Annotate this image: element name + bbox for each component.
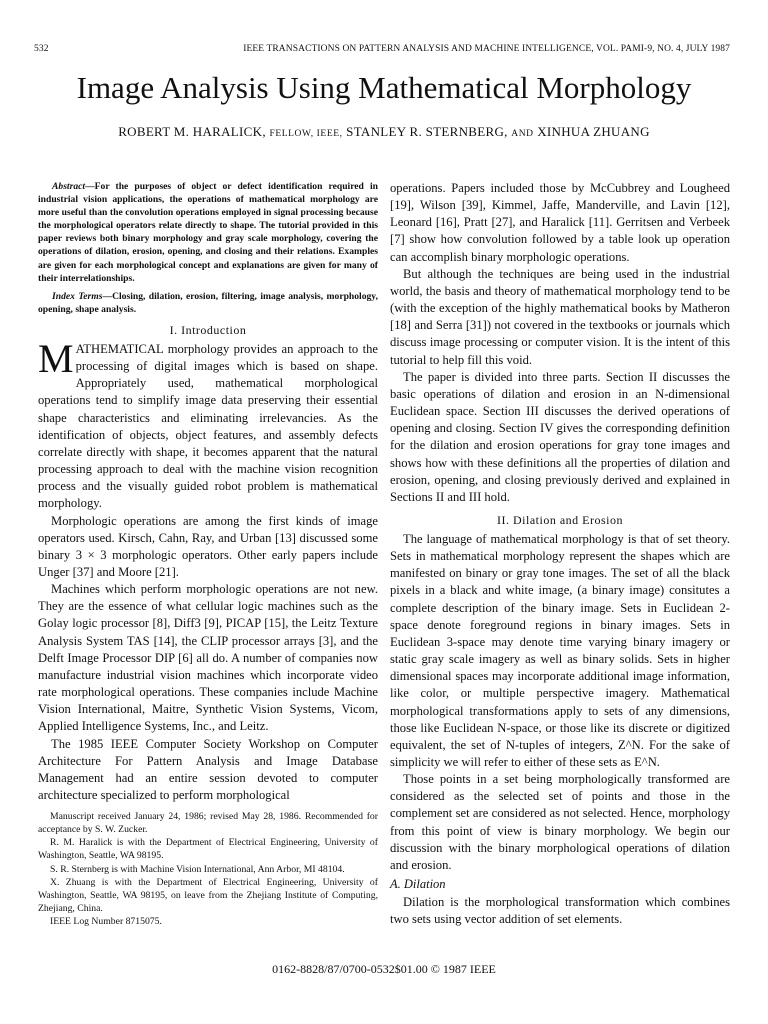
paper-title: Image Analysis Using Mathematical Morphology bbox=[76, 70, 692, 105]
section-heading: II. Dilation and Erosion bbox=[497, 512, 623, 527]
body-paragraph: Machines which perform morphologic operations are not new. They are the essence of what cellular logic machines such as the Golay logic processor [8], Diff3 [9], PICAP [15], the Leitz Texture Analysis System TAS [14], the CLIP processor arrays [3], and the Delft Image Processor DIP [6] all do. A number of companies now manufacture industrial vision machines which incorporate video rate morphological operations. These companies include Machine Vision International, Maitre, Synthetic Vision Systems, Vicom, Applied Intelligence Systems, Inc., and Leitz. bbox=[38, 582, 378, 734]
footnote: R. M. Haralick is with the Department of Electrical Engineering, University of Washington, Seattle, WA 98195. bbox=[38, 837, 378, 862]
abstract-label: Abstract bbox=[52, 181, 86, 192]
right-column bbox=[390, 180, 730, 928]
journal-header: IEEE TRANSACTIONS ON PATTERN ANALYSIS AND MACHINE INTELLIGENCE, VOL. PAMI-9, NO. 4, JULY 1987 bbox=[243, 44, 730, 54]
section-heading: I. Introduction bbox=[169, 322, 247, 337]
footnote: Manuscript received January 24, 1986; revised May 28, 1986. Recommended for acceptance by S. W. Zucker. bbox=[38, 811, 378, 836]
footnote: S. R. Sternberg is with Machine Vision International, Ann Arbor, MI 48104. bbox=[50, 863, 345, 875]
drop-cap: M bbox=[38, 335, 74, 381]
body-paragraph: Those points in a set being morphologically transformed are considered as the selected set of points and those in the complement set are considered as not selected. Hence, morphology from this point of view is binary morphology. We begin our discussion with the binary morphological operations of dilation and erosion. bbox=[390, 772, 730, 872]
author-title: FELLOW, IEEE, bbox=[269, 129, 343, 139]
author-name: XINHUA ZHUANG bbox=[537, 124, 650, 139]
author-name: STANLEY R. STERNBERG, bbox=[346, 124, 508, 139]
index-terms bbox=[38, 290, 378, 316]
footnotes bbox=[38, 810, 378, 928]
subsection-heading: A. Dilation bbox=[390, 877, 446, 892]
index-terms-text: —Closing, dilation, erosion, filtering, image analysis, morphology, opening, shape analysis. bbox=[38, 290, 378, 315]
body-paragraph bbox=[38, 335, 378, 513]
author-conjunction: AND bbox=[511, 129, 534, 139]
body-paragraph: Morphologic operations are among the first kinds of image operators used. Kirsch, Cahn, Ray, and Urban [13] discussed some binary 3 × 3 morphologic operators. Other early papers include Unger [37] and Moore [21]. bbox=[38, 513, 378, 579]
author-name: ROBERT M. HARALICK, bbox=[118, 124, 266, 139]
footnote: IEEE Log Number 8715075. bbox=[50, 915, 162, 927]
body-paragraph: The paper is divided into three parts. Section II discusses the basic operations of dilation and erosion in an N-dimensional Euclidean space. Section III discusses the derived operations of opening and closing. Section IV gives the corresponding definition for the dilation and erosion operations for gray tone images and shows how with these definitions all the properties of dilation and erosion, opening, and closing previously derived and explained in Sections II and III hold. bbox=[390, 369, 730, 504]
index-terms-label: Index Terms bbox=[52, 290, 103, 302]
left-column bbox=[38, 180, 378, 928]
body-paragraph: The language of mathematical morphology is that of set theory. Sets in mathematical morphology represent the shapes which are manifested on binary or gray tone images. The set of all the black pixels in a black and white image, (a binary image) consitutes a complete description of the binary image. Sets in Euclidean 2-space denote foreground regions in binary images. Sets in Euclidean 3-space may denote time varying binary imagery or static gray scale imagery as well as binary solids. Sets in higher dimensional spaces may incorporate additional image information, like color, or multiple perspective imagery. Mathematical morphological transformations apply to sets of any dimensions, those like Euclidean N-space, or those like its discrete or digitized equivalent, the set of N-tuples of integers, Z^N. For the sake of simplicity we will refer to either of these sets as E^N. bbox=[390, 531, 730, 769]
body-paragraph: The 1985 IEEE Computer Society Workshop on Computer Architecture For Pattern Analysis and Image Database Management had an entire session devoted to computer architecture specialized to perform morphological bbox=[38, 736, 378, 802]
page-number: 532 bbox=[34, 44, 49, 54]
paragraph-text: ATHEMATICAL morphology provides an approach to the processing of digital images which is based on shape. Appropriately used, mathematical morphological operations tend to simplify image data preserving their essential shape characteristics and eliminating irrelevancies. As the identification of objects, object features, and assembly defects correlate directly with shape, it becomes apparent that the natural processing approach to deal with the machine vision recognition process and the visually guided robot problem is mathematical morphology. bbox=[38, 341, 378, 511]
abstract-text: —For the purposes of object or defect identification required in industrial vision applications, the operations of mathematical morphology are more useful than the convolution operations employed in signal processing because the morphological operators relate directly to shape. The tutorial provided in this paper reviews both binary morphology and gray scale morphology, covering the operations of dilation, erosion, opening, and closing and their relations. Examples are given for each morphological concept and explanations are given for many of their interrelationships. bbox=[38, 181, 378, 284]
copyright-footer: 0162-8828/87/0700-0532$01.00 © 1987 IEEE bbox=[272, 962, 496, 976]
body-paragraph: Dilation is the morphological transformation which combines two sets using vector addition of set elements. bbox=[390, 895, 730, 927]
body-paragraph: But although the techniques are being used in the industrial world, the basis and theory of mathematical morphology tend to be (with the exception of the highly mathematical books by Matheron [18] and Serra [31]) not covered in the textbooks or journals which discuss image processing or computer vision. It is the intent of this tutorial to help fill this void. bbox=[390, 266, 730, 367]
author-line bbox=[0, 124, 768, 140]
abstract bbox=[38, 180, 378, 285]
body-paragraph: operations. Papers included those by McCubbrey and Lougheed [19], Wilson [39], Kimmel, Jaffe, Manderville, and Lavin [12], Leonard [16], Pratt [27], and Haralick [11]. Gerritsen and Verbeek [7] show how convolution followed by a table look up operation can accomplish binary morphologic operations. bbox=[390, 181, 730, 264]
footnote: X. Zhuang is with the Department of Electrical Engineering, University of Washington, Seattle, WA 98195, on leave from the Zhejiang Institute of Computing, Zhejiang, China. bbox=[38, 876, 378, 914]
